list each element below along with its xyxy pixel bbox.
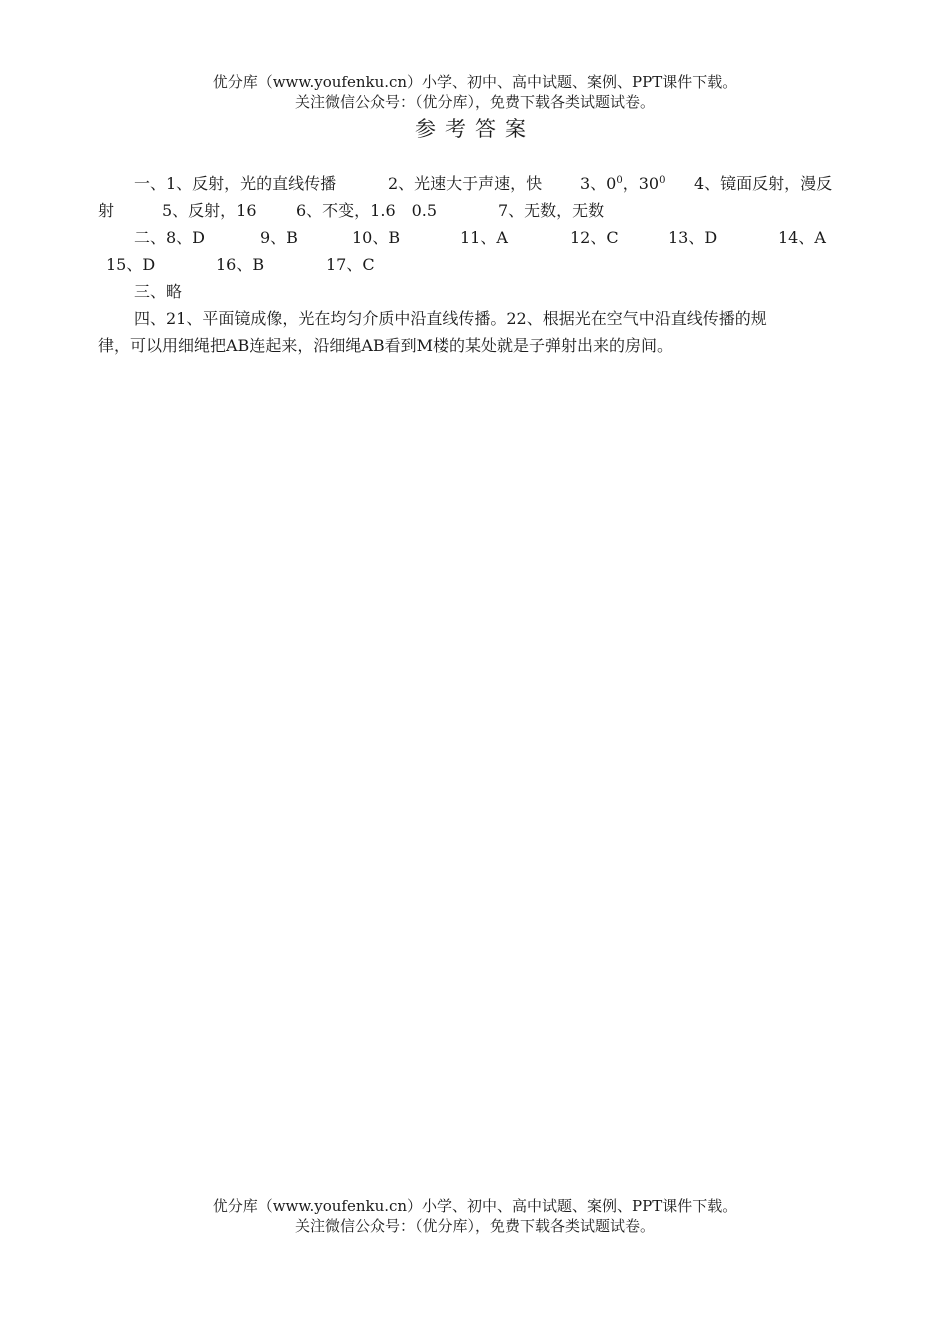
page-header — [0, 72, 950, 112]
section-2-item: 16、B — [216, 255, 265, 274]
header-line-1: 优分库（www.youfenku.cn）小学、初中、高中试题、案例、PPT课件下载。 — [212, 73, 738, 91]
section-1-q6: 6、不变，1.6 0.5 — [296, 201, 438, 220]
section-1-q2: 2、光速大于声速，快 — [388, 174, 543, 193]
section-2-item: 14、A — [778, 228, 826, 247]
section-2-item: 17、C — [326, 255, 375, 274]
page-footer — [0, 1196, 950, 1236]
section-2-item: 11、A — [460, 228, 508, 247]
section-4-line-1: 四、21、平面镜成像，光在均匀介质中沿直线传播。22、根据光在空气中沿直线传播的规 — [134, 309, 767, 328]
section-1-q7: 7、无数，无数 — [498, 201, 605, 220]
section-2-item: 二、8、D — [134, 228, 206, 247]
footer-line-1: 优分库（www.youfenku.cn）小学、初中、高中试题、案例、PPT课件下载。 — [212, 1197, 738, 1215]
section-2-item: 10、B — [352, 228, 401, 247]
section-1-q3: 3、$0^0$，$30^0$ — [580, 174, 666, 193]
section-2-item: 9、B — [260, 228, 298, 247]
section-1-q5: 5、反射，16 — [162, 201, 257, 220]
section-2-item: 12、C — [570, 228, 619, 247]
footer-line-2: 关注微信公众号：（优分库），免费下载各类试题试卷。 — [294, 1217, 655, 1235]
header-line-2: 关注微信公众号：（优分库），免费下载各类试题试卷。 — [294, 93, 655, 111]
section-2-item: 15、D — [106, 255, 156, 274]
section-1-q4-cont: 射 — [98, 201, 115, 220]
section-1-q1: 一、1、反射，光的直线传播 — [134, 174, 337, 193]
section-3: 三、略 — [134, 282, 183, 301]
section-2-item: 13、D — [668, 228, 718, 247]
page-title: 参考答案 — [415, 117, 535, 141]
section-1-q4: 4、镜面反射，漫反 — [694, 174, 833, 193]
section-4-line-2: 律，可以用细绳把AB连起来，沿细绳AB看到M楼的某处就是子弹射出来的房间。 — [98, 336, 674, 355]
